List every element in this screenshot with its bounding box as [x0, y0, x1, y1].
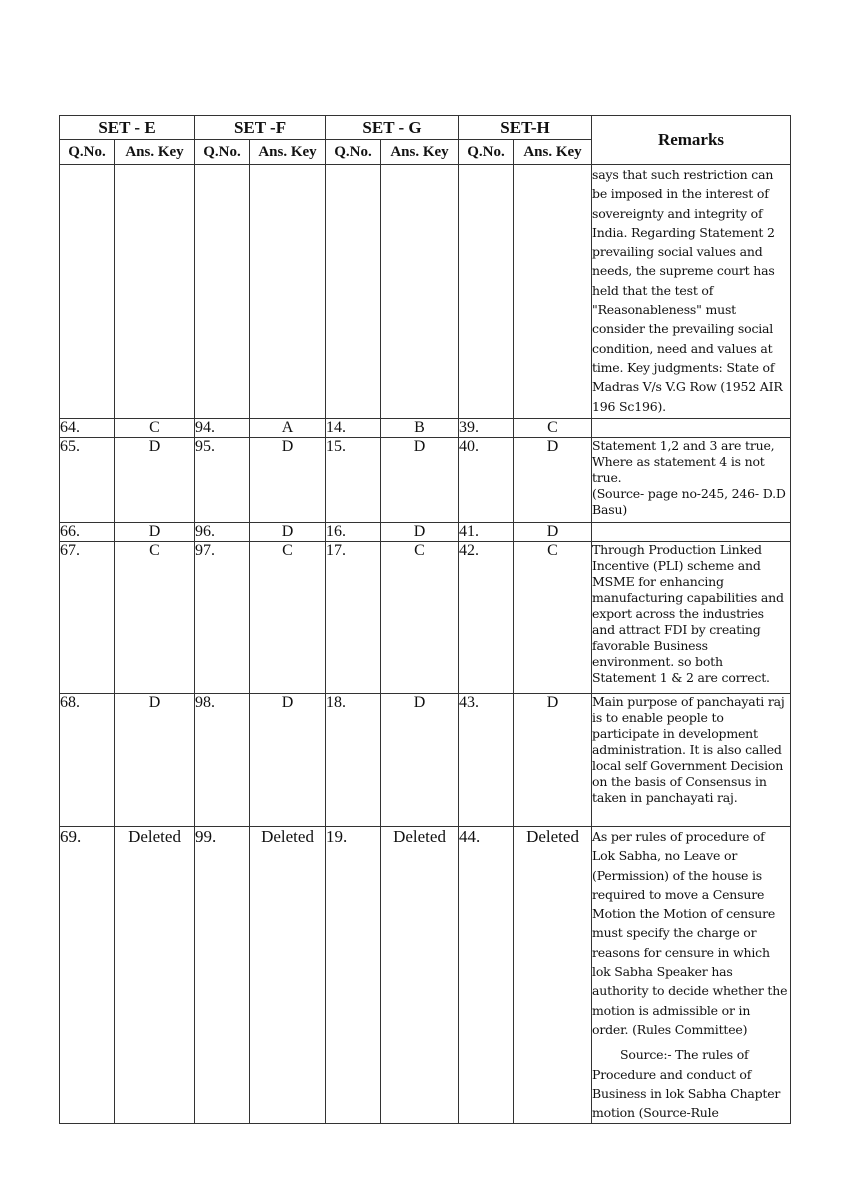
set-g-qno: 19. [326, 827, 381, 1124]
set-f-answer: D [250, 438, 326, 523]
set-e-answer: D [115, 438, 195, 523]
remark-cell: Main purpose of panchayati raj is to enable people to participate in development administration. It is also called local self Government Decision on the basis of Consensus in taken in panchayati raj. [592, 694, 791, 827]
table-row [60, 694, 791, 827]
set-h-qno: 40. [459, 438, 514, 523]
set-e-answer [115, 165, 195, 419]
remark-cell: Through Production Linked Incentive (PLI) scheme and MSME for enhancing manufacturing capabilities and export across the industries and attract FDI by creating favorable Business environment. so both Statement 1 & 2 are correct. [592, 542, 791, 694]
answer-key-table [59, 115, 791, 1124]
set-f-qno [195, 165, 250, 419]
anskey-header: Ans. Key [381, 140, 459, 165]
set-f-header: SET -F [195, 116, 326, 140]
set-e-answer: C [115, 419, 195, 438]
set-f-answer: Deleted [250, 827, 326, 1124]
set-h-answer: D [514, 523, 592, 542]
set-g-qno: 17. [326, 542, 381, 694]
set-g-qno: 14. [326, 419, 381, 438]
set-h-qno: 42. [459, 542, 514, 694]
remarks-header: Remarks [592, 116, 791, 165]
set-g-answer: C [381, 542, 459, 694]
set-g-answer: B [381, 419, 459, 438]
remark-source: (Source- page no-245, 246- D.D Basu) [592, 486, 786, 517]
set-e-answer: C [115, 542, 195, 694]
table-row [60, 523, 791, 542]
set-f-answer [250, 165, 326, 419]
set-e-qno: 64. [60, 419, 115, 438]
set-f-qno: 95. [195, 438, 250, 523]
set-f-answer: D [250, 523, 326, 542]
remark-source: Source:- The rules of Procedure and conduct of Business in lok Sabha Chapter motion (Source-Rule [592, 1047, 781, 1121]
remark-cell: says that such restriction can be imposed in the interest of sovereignty and integrity of India. Regarding Statement 2 prevailing social values and needs, the supreme court has held that the test of "Reasonableness" must consider the prevailing social condition, need and values at time. Key judgments: State of Madras V/s V.G Row (1952 AIR 196 Sc196). [592, 165, 791, 419]
set-h-qno: 43. [459, 694, 514, 827]
qno-header: Q.No. [195, 140, 250, 165]
set-e-qno: 68. [60, 694, 115, 827]
set-h-qno: 39. [459, 419, 514, 438]
table-row [60, 438, 791, 523]
set-g-qno: 16. [326, 523, 381, 542]
set-h-answer: C [514, 542, 592, 694]
set-f-answer: C [250, 542, 326, 694]
set-f-answer: D [250, 694, 326, 827]
qno-header: Q.No. [326, 140, 381, 165]
set-f-qno: 97. [195, 542, 250, 694]
set-e-answer: D [115, 523, 195, 542]
remark-cell [592, 419, 791, 438]
set-g-header: SET - G [326, 116, 459, 140]
remark-cell [592, 827, 791, 1124]
set-h-answer: D [514, 694, 592, 827]
set-e-answer: D [115, 694, 195, 827]
remark-cell [592, 438, 791, 523]
set-g-qno: 18. [326, 694, 381, 827]
set-h-answer [514, 165, 592, 419]
set-g-answer: D [381, 438, 459, 523]
set-h-qno: 44. [459, 827, 514, 1124]
set-f-qno: 99. [195, 827, 250, 1124]
set-f-qno: 94. [195, 419, 250, 438]
set-e-qno: 66. [60, 523, 115, 542]
table-row [60, 827, 791, 1124]
set-h-header: SET-H [459, 116, 592, 140]
set-g-qno [326, 165, 381, 419]
set-h-answer: Deleted [514, 827, 592, 1124]
qno-header: Q.No. [459, 140, 514, 165]
set-e-qno: 69. [60, 827, 115, 1124]
set-h-qno [459, 165, 514, 419]
set-e-qno [60, 165, 115, 419]
table-row [60, 419, 791, 438]
set-f-answer: A [250, 419, 326, 438]
anskey-header: Ans. Key [250, 140, 326, 165]
table-row [60, 542, 791, 694]
set-h-qno: 41. [459, 523, 514, 542]
remark-text: As per rules of procedure of Lok Sabha, no Leave or (Permission) of the house is required to move a Censure Motion the Motion of censure must specify the charge or reasons for censure in which lok Sabha Speaker has authority to decide whether the motion is admissible or in order. (Rules Committee) [592, 829, 788, 1037]
qno-header: Q.No. [60, 140, 115, 165]
set-g-answer: D [381, 523, 459, 542]
set-g-answer: Deleted [381, 827, 459, 1124]
set-h-answer: C [514, 419, 592, 438]
anskey-header: Ans. Key [514, 140, 592, 165]
set-g-answer: D [381, 694, 459, 827]
anskey-header: Ans. Key [115, 140, 195, 165]
set-e-header: SET - E [60, 116, 195, 140]
set-e-qno: 65. [60, 438, 115, 523]
set-g-qno: 15. [326, 438, 381, 523]
table-row [60, 165, 791, 419]
set-header-row [60, 116, 791, 140]
set-e-qno: 67. [60, 542, 115, 694]
set-f-qno: 98. [195, 694, 250, 827]
remark-text: Statement 1,2 and 3 are true, Where as statement 4 is not true. [592, 438, 775, 485]
set-e-answer: Deleted [115, 827, 195, 1124]
set-h-answer: D [514, 438, 592, 523]
set-f-qno: 96. [195, 523, 250, 542]
set-g-answer [381, 165, 459, 419]
remark-cell [592, 523, 791, 542]
